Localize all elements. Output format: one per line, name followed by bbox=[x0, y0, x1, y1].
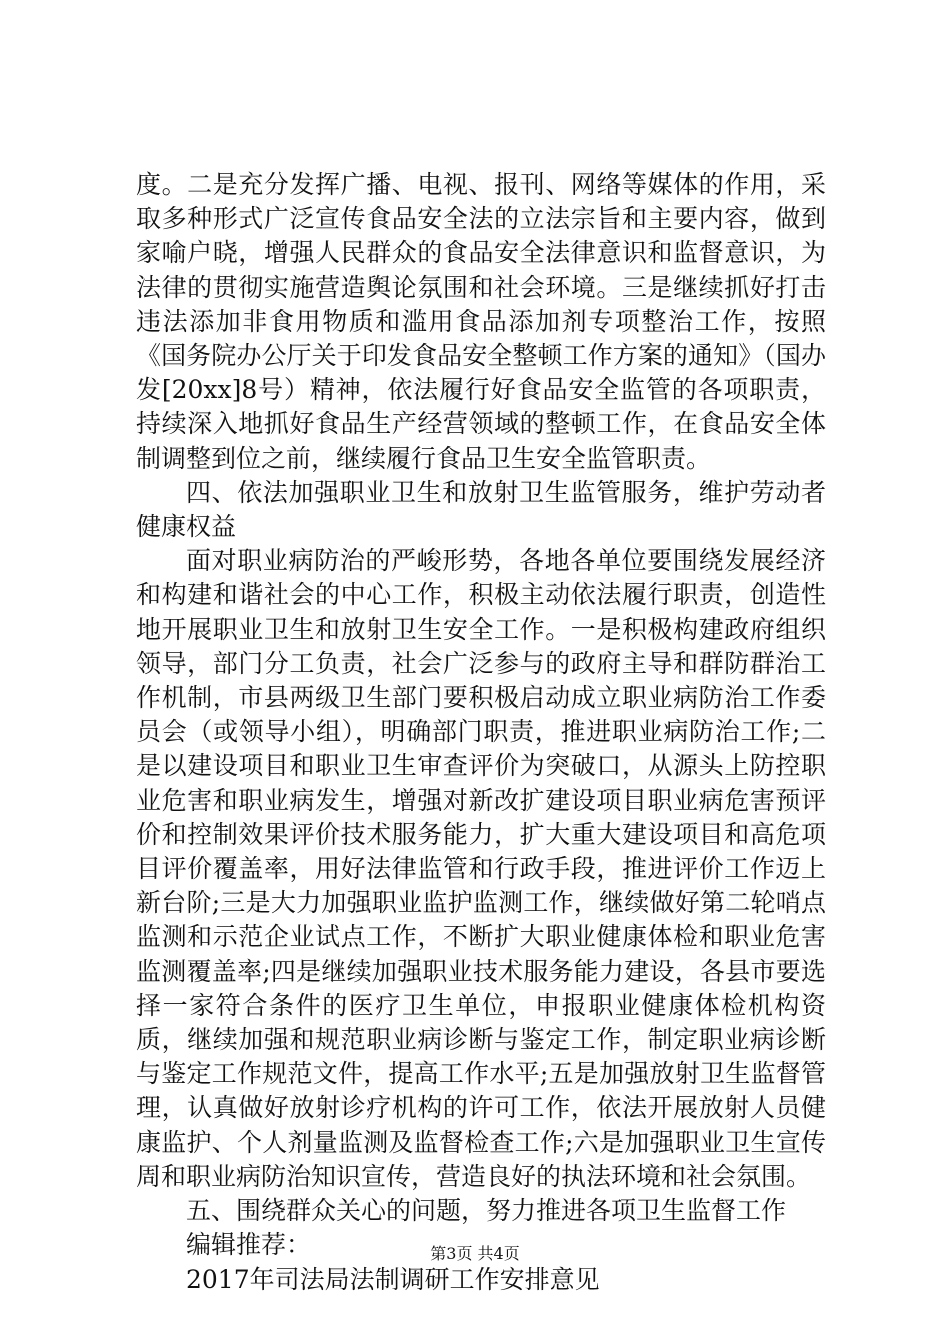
paragraph-food-safety: 度。二是充分发挥广播、电视、报刊、网络等媒体的作用，采取多种形式广泛宣传食品安全法的立法宗旨和主要内容，做到家喻户晓，增强人民群众的食品安全法律意识和监督意识，为法律的贯彻实施营造舆论氛围和社会环境。三是继续抓好打击违法添加非食用物质和滥用食品添加剂专项整治工作，按照《国务院办公厅关于印发食品安全整顿工作方案的通知》（国办发[20xx]8号）精神，依法履行好食品安全监管的各项职责，持续深入地抓好食品生产经营领域的整顿工作，在食品安全体制调整到位之前，继续履行食品卫生安全监管职责。 bbox=[136, 170, 826, 473]
section-heading-public-concerns: 五、围绕群众关心的问题，努力推进各项卫生监督工作 bbox=[186, 1196, 787, 1226]
document-body bbox=[136, 168, 826, 1297]
section-heading-occupational-health: 四、依法加强职业卫生和放射卫生监管服务，维护劳动者健康权益 bbox=[136, 477, 826, 542]
page-number-info: 第3页 共4页 bbox=[430, 1244, 520, 1263]
editor-recommendation-label: 编辑推荐： bbox=[186, 1230, 312, 1260]
recommended-article-link[interactable]: 2017年司法局法制调研工作安排意见 bbox=[186, 1264, 600, 1294]
page-footer bbox=[0, 1244, 950, 1264]
paragraph-occupational-health: 面对职业病防治的严峻形势，各地各单位要围绕发展经济和构建和谐社会的中心工作，积极主动依法履行职责，创造性地开展职业卫生和放射卫生安全工作。一是积极构建政府组织领导，部门分工负责，社会广泛参与的政府主导和群防群治工作机制，市县两级卫生部门要积极启动成立职业病防治工作委员会（或领导小组），明确部门职责，推进职业病防治工作;二是以建设项目和职业卫生审查评价为突破口，从源头上防控职业危害和职业病发生，增强对新改扩建设项目职业病危害预评价和控制效果评价技术服务能力，扩大重大建设项目和高危项目评价覆盖率，用好法律监管和行政手段，推进评价工作迈上新台阶;三是大力加强职业监护监测工作，继续做好第二轮哨点监测和示范企业试点工作，不断扩大职业健康体检和职业危害监测覆盖率;四是继续加强职业技术服务能力建设，各县市要选择一家符合条件的医疗卫生单位，申报职业健康体检机构资质，继续加强和规范职业病诊断与鉴定工作，制定职业病诊断与鉴定工作规范文件，提高工作水平;五是加强放射卫生监督管理，认真做好放射诊疗机构的许可工作，依法开展放射人员健康监护、个人剂量监测及监督检查工作;六是加强职业卫生宣传周和职业病防治知识宣传，营造良好的执法环境和社会氛围。 bbox=[136, 546, 826, 1191]
